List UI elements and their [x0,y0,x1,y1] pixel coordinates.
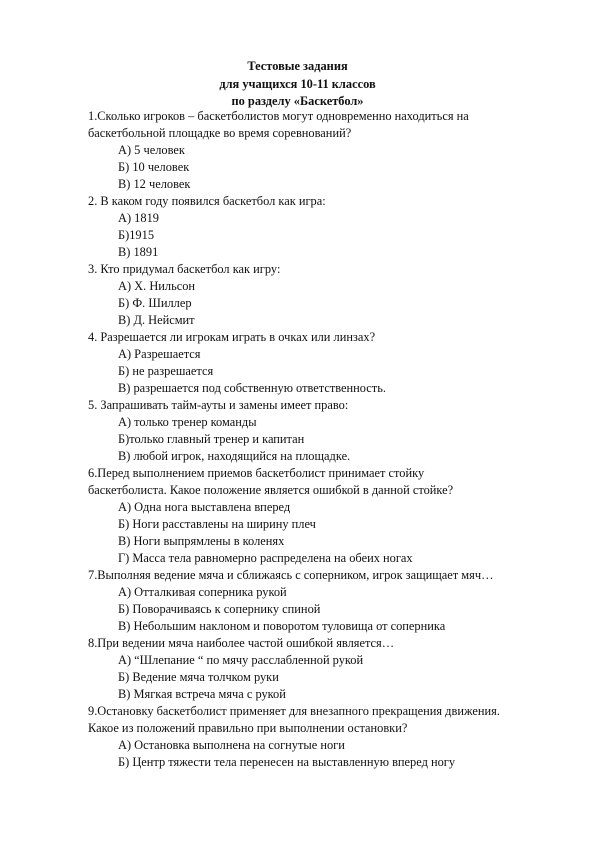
question-3 [88,261,558,329]
answer-option: Б) Поворачиваясь к сопернику спиной [118,602,321,616]
question-text: 6.Перед выполнением приемов баскетболист принимает стойку [88,466,425,480]
answer-option: В) разрешается под собственную ответственность. [118,381,386,395]
answer-option: Б) не разрешается [118,364,214,378]
answer-option: Б) 10 человек [118,160,190,174]
answer-option: А) 1819 [118,211,159,225]
answer-option: В) Мягкая встреча мяча с рукой [118,687,286,701]
question-list [88,108,558,771]
answer-option: А) Остановка выполнена на согнутые ноги [118,738,345,752]
question-text: 7.Выполняя ведение мяча и сближаясь с соперником, игрок защищает мяч… [88,568,494,582]
question-text: баскетбольной площадке во время соревнований? [88,126,352,140]
question-text: 4. Разрешается ли игрокам играть в очках или линзах? [88,330,376,344]
answer-option: В) Ноги выпрямлены в коленях [118,534,285,548]
question-7 [88,567,558,635]
answer-option: В) 1891 [118,245,159,259]
answer-option: Б) Ноги расставлены на ширину плеч [118,517,316,531]
answer-option: Б) Ф. Шиллер [118,296,192,310]
answer-option: А) Отталкивая соперника рукой [118,585,287,599]
answer-option: Г) Масса тела равномерно распределена на обеих ногах [118,551,413,565]
answer-option: Б)1915 [118,228,155,242]
answer-option: В) Д. Нейсмит [118,313,195,327]
question-text: 5. Запрашивать тайм-ауты и замены имеет право: [88,398,349,412]
answer-option: Б) Центр тяжести тела перенесен на выставленную вперед ногу [118,755,456,769]
question-2 [88,193,558,261]
question-9 [88,703,558,771]
answer-option: А) Х. Нильсон [118,279,196,293]
question-text: 8.При ведении мяча наиболее частой ошибкой является… [88,636,395,650]
question-text: баскетболиста. Какое положение является ошибкой в данной стойке? [88,483,454,497]
question-5 [88,397,558,465]
answer-option: А) Разрешается [118,347,201,361]
answer-option: Б)только главный тренер и капитан [118,432,305,446]
question-1 [88,108,558,193]
question-text: Какое из положений правильно при выполнении остановки? [88,721,408,735]
question-text: 3. Кто придумал баскетбол как игру: [88,262,281,276]
answer-option: Б) Ведение мяча толчком руки [118,670,279,684]
answer-option: А) только тренер команды [118,415,257,429]
question-8 [88,635,558,703]
title-line-3: по разделу «Баскетбол» [231,94,364,108]
question-text: 2. В каком году появился баскетбол как игра: [88,194,326,208]
answer-option: В) любой игрок, находящийся на площадке. [118,449,351,463]
answer-option: В) Небольшим наклоном и поворотом туловища от соперника [118,619,446,633]
title-line-1: Тестовые задания [247,59,348,73]
question-6 [88,465,558,567]
answer-option: А) “Шлепание “ по мячу расслабленной рукой [118,653,364,667]
question-4 [88,329,558,397]
answer-option: А) Одна нога выставлена вперед [118,500,291,514]
answer-option: А) 5 человек [118,143,185,157]
question-text: 9.Остановку баскетболист применяет для внезапного прекращения движения. [88,704,500,718]
document-title [0,58,595,111]
title-line-2: для учащихся 10-11 классов [219,76,376,91]
answer-option: В) 12 человек [118,177,191,191]
question-text: 1.Сколько игроков – баскетболистов могут одновременно находиться на [88,109,469,123]
